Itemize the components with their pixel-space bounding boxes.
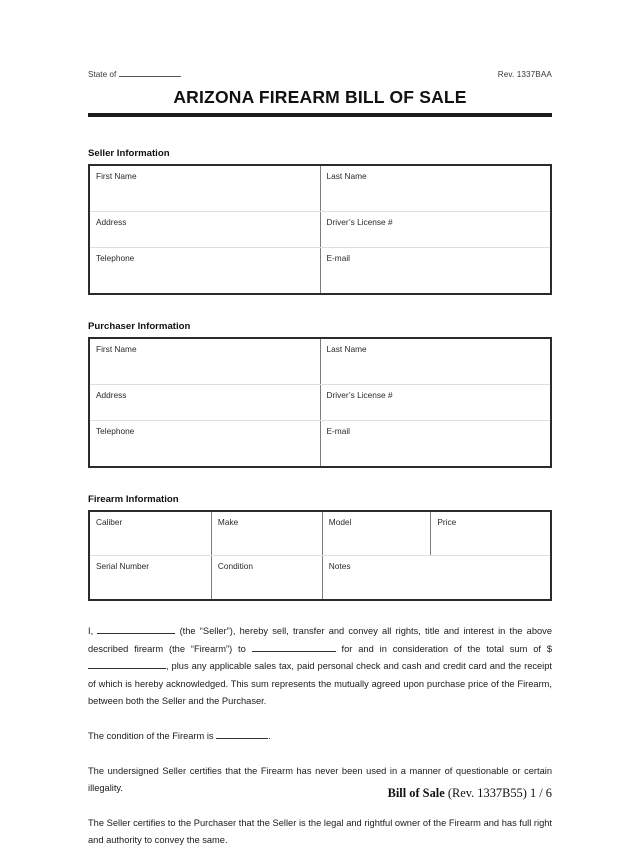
document-content [88,68,552,859]
footer-title: Bill of Sale [387,786,445,800]
firearm-price-cell[interactable]: Price [431,511,551,556]
table-row [89,511,551,556]
table-row [89,212,551,248]
document-header [88,68,552,79]
firearm-condition-cell[interactable]: Condition [211,556,322,601]
p1-segment-d: , plus any applicable sales tax, paid personal check and cash and credit card and the receipt of which is hereby acknowledged. This sum represents the mutually agreed upon purchase price of the Firearm, between both the Seller and the Purchaser. [88,661,552,707]
table-row [89,338,551,385]
p1-segment-b: (the “Seller”), hereby sell, transfer and convey all rights, title and interest in the above described firearm (the “Firearm”) to [88,626,552,654]
seller-address-cell[interactable]: Address [89,212,320,248]
p2-segment-b: . [268,730,271,741]
p1-segment-a: I, [88,626,94,636]
state-of-blank[interactable] [119,68,181,77]
purchaser-name-blank[interactable] [252,642,336,652]
paragraph-ownership-certification: The Seller certifies to the Purchaser that the Seller is the legal and rightful owner of the Firearm and has full right and authority to convey the same. [88,817,552,846]
purchaser-address-cell[interactable]: Address [89,385,320,421]
condition-blank[interactable] [216,729,268,739]
header-revision-code: Rev. 1337BAA [497,70,552,79]
table-row [89,248,551,295]
seller-last-name-cell[interactable]: Last Name [320,165,551,212]
table-row [89,556,551,601]
paragraph-transfer-terms [88,623,552,711]
table-row [89,421,551,468]
title-divider [88,113,552,117]
section-heading-purchaser: Purchaser Information [88,321,191,332]
seller-telephone-cell[interactable]: Telephone [89,248,320,295]
purchaser-last-name-cell[interactable]: Last Name [320,338,551,385]
purchaser-email-cell[interactable]: E-mail [326,426,351,436]
page-title: ARIZONA FIREARM BILL OF SALE [173,87,467,107]
firearm-caliber-cell[interactable]: Caliber [89,511,211,556]
table-row [89,165,551,212]
purchaser-telephone-cell[interactable]: Telephone [89,421,320,468]
firearm-model-cell[interactable]: Model [322,511,431,556]
paragraph-firearm-condition [88,728,552,746]
section-heading-seller: Seller Information [88,148,170,159]
seller-drivers-license-cell[interactable]: Driver’s License # [320,212,551,248]
seller-email-cell[interactable]: E-mail [326,253,351,263]
purchaser-drivers-license-cell[interactable]: Driver’s License # [320,385,551,421]
purchaser-first-name-cell[interactable]: First Name [89,338,320,385]
purchaser-information-table [88,337,552,468]
firearm-make-cell[interactable]: Make [211,511,322,556]
firearm-serial-number-cell[interactable]: Serial Number [89,556,211,601]
p2-segment-a: The condition of the Firearm is [88,730,214,741]
sum-amount-blank[interactable] [88,659,166,669]
seller-information-table [88,164,552,295]
p1-segment-c: for and in consideration of the total sum of $ [341,643,552,654]
firearm-information-table [88,510,552,601]
footer-meta: (Rev. 1337B55) 1 / 6 [447,786,552,800]
state-of-label: State of [88,70,117,79]
seller-first-name-cell[interactable]: First Name [89,165,320,212]
section-heading-firearm: Firearm Information [88,494,179,505]
paragraph-legality-certification: The undersigned Seller certifies that the Firearm has never been used in a manner of questionable or certain illegality. [88,765,552,794]
state-of-field [88,68,181,79]
seller-name-blank[interactable] [97,624,175,634]
firearm-notes-cell[interactable]: Notes [328,561,351,571]
page-footer [388,786,552,801]
table-row [89,385,551,421]
